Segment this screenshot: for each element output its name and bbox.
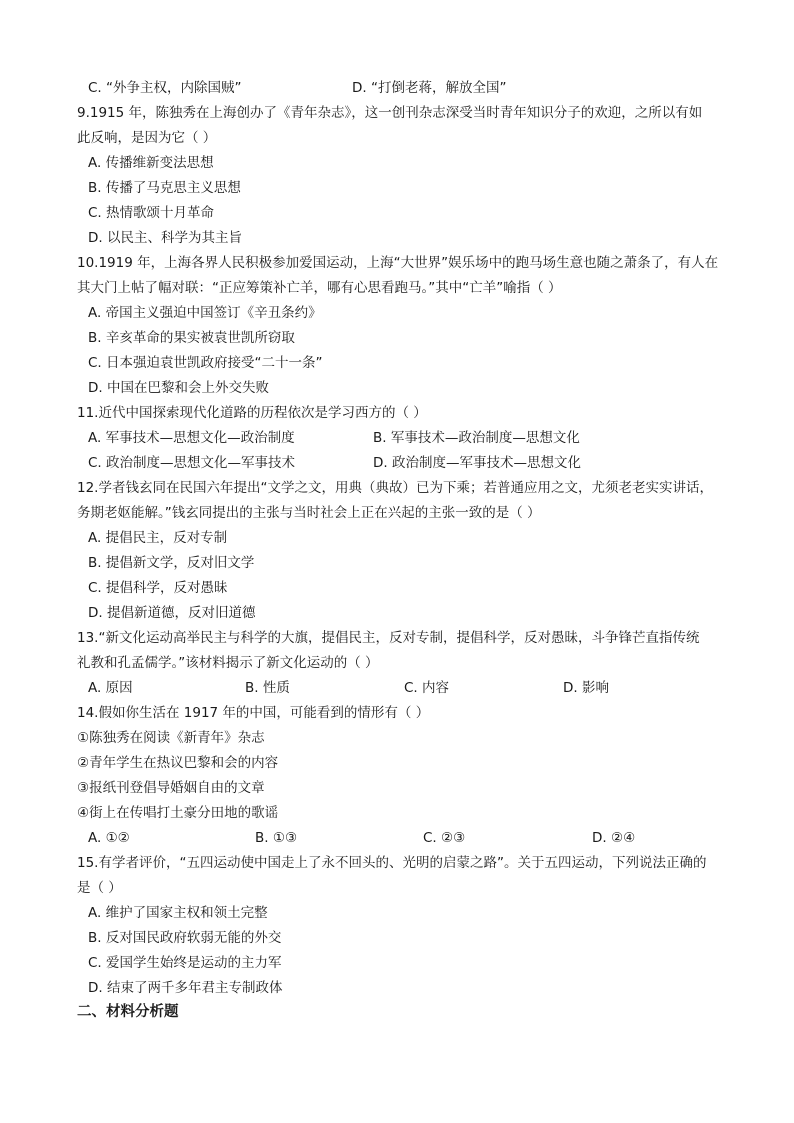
q14-choice-1: ①陈独秀在阅读《新青年》杂志 (77, 730, 265, 746)
q15-stem-line2: 是（ ） (77, 880, 122, 896)
q13-option-a: A. 原因 (88, 680, 133, 696)
q14-option-c: C. ②③ (423, 830, 466, 846)
q15-option-c: C. 爱国学生始终是运动的主力军 (88, 955, 282, 971)
q13-stem-line2: 礼教和孔孟儒学。”该材料揭示了新文化运动的（ ） (77, 655, 379, 671)
section-heading: 二、材料分析题 (77, 1004, 179, 1020)
q9-option-b: B. 传播了马克思主义思想 (88, 180, 241, 196)
q12-option-b: B. 提倡新文学，反对旧文学 (88, 555, 255, 571)
q8-option-d: D. “打倒老蒋，解放全国” (352, 80, 507, 96)
q12-option-c: C. 提倡科学，反对愚昧 (88, 580, 228, 596)
q13-stem-line1: 13.“新文化运动高举民主与科学的大旗，提倡民主，反对专制，提倡科学，反对愚昧，斗争锋芒直指传统 (77, 630, 700, 646)
q15-option-b: B. 反对国民政府软弱无能的外交 (88, 930, 282, 946)
q10-stem-line2: 其大门上帖了幅对联：“正应筹策补亡羊，哪有心思看跑马。”其中“亡羊”喻指（ ） (77, 280, 562, 296)
q13-option-c: C. 内容 (404, 680, 450, 696)
q11-option-d: D. 政治制度—军事技术—思想文化 (373, 455, 581, 471)
q9-option-a: A. 传播维新变法思想 (88, 155, 214, 171)
q14-option-a: A. ①② (88, 830, 130, 846)
q10-option-c: C. 日本强迫袁世凯政府接受“二十一条” (88, 355, 323, 371)
q14-choice-2: ②青年学生在热议巴黎和会的内容 (77, 755, 279, 771)
q12-stem-line2: 务期老妪能解。”钱玄同提出的主张与当时社会上正在兴起的主张一致的是（ ） (77, 505, 541, 521)
q10-option-b: B. 辛亥革命的果实被袁世凯所窃取 (88, 330, 295, 346)
q14-stem: 14.假如你生活在 1917 年的中国，可能看到的情形有（ ） (77, 705, 430, 721)
q9-option-d: D. 以民主、科学为其主旨 (88, 230, 242, 246)
q15-option-d: D. 结束了两千多年君主专制政体 (88, 980, 283, 996)
q15-stem-line1: 15.有学者评价，“五四运动使中国走上了永不回头的、光明的启蒙之路”。关于五四运动，下列说法正确的 (77, 855, 707, 871)
q14-option-b: B. ①③ (255, 830, 298, 846)
q15-option-a: A. 维护了国家主权和领土完整 (88, 905, 268, 921)
q14-choice-4: ④街上在传唱打土豪分田地的歌谣 (77, 805, 279, 821)
q11-option-b: B. 军事技术—政治制度—思想文化 (373, 430, 580, 446)
q12-option-a: A. 提倡民主，反对专制 (88, 530, 228, 546)
q12-option-d: D. 提倡新道德，反对旧道德 (88, 605, 256, 621)
q11-stem: 11.近代中国探索现代化道路的历程依次是学习西方的（ ） (77, 405, 427, 421)
q13-option-b: B. 性质 (245, 680, 290, 696)
q9-stem-line2: 此反响，是因为它（ ） (77, 130, 217, 146)
q12-stem-line1: 12.学者钱玄同在民国六年提出“文学之文，用典（典故）已为下乘；若普通应用之文，尤须老老实实讲话， (77, 480, 713, 496)
q9-stem-line1: 9.1915 年，陈独秀在上海创办了《青年杂志》，这一创刊杂志深受当时青年知识分子的欢迎，之所以有如 (77, 105, 703, 121)
q14-option-d: D. ②④ (592, 830, 636, 846)
q10-stem-line1: 10.1919 年，上海各界人民积极参加爱国运动，上海“大世界”娱乐场中的跑马场生意也随之萧条了，有人在 (77, 255, 719, 271)
q11-option-a: A. 军事技术—思想文化—政治制度 (88, 430, 295, 446)
q9-option-c: C. 热情歌颂十月革命 (88, 205, 215, 221)
q10-option-a: A. 帝国主义强迫中国签订《辛丑条约》 (88, 305, 322, 321)
q8-option-c: C. “外争主权，内除国贼” (88, 80, 242, 96)
q14-choice-3: ③报纸刊登倡导婚姻自由的文章 (77, 780, 265, 796)
q13-option-d: D. 影响 (563, 680, 609, 696)
q11-option-c: C. 政治制度—思想文化—军事技术 (88, 455, 296, 471)
q10-option-d: D. 中国在巴黎和会上外交失败 (88, 380, 269, 396)
